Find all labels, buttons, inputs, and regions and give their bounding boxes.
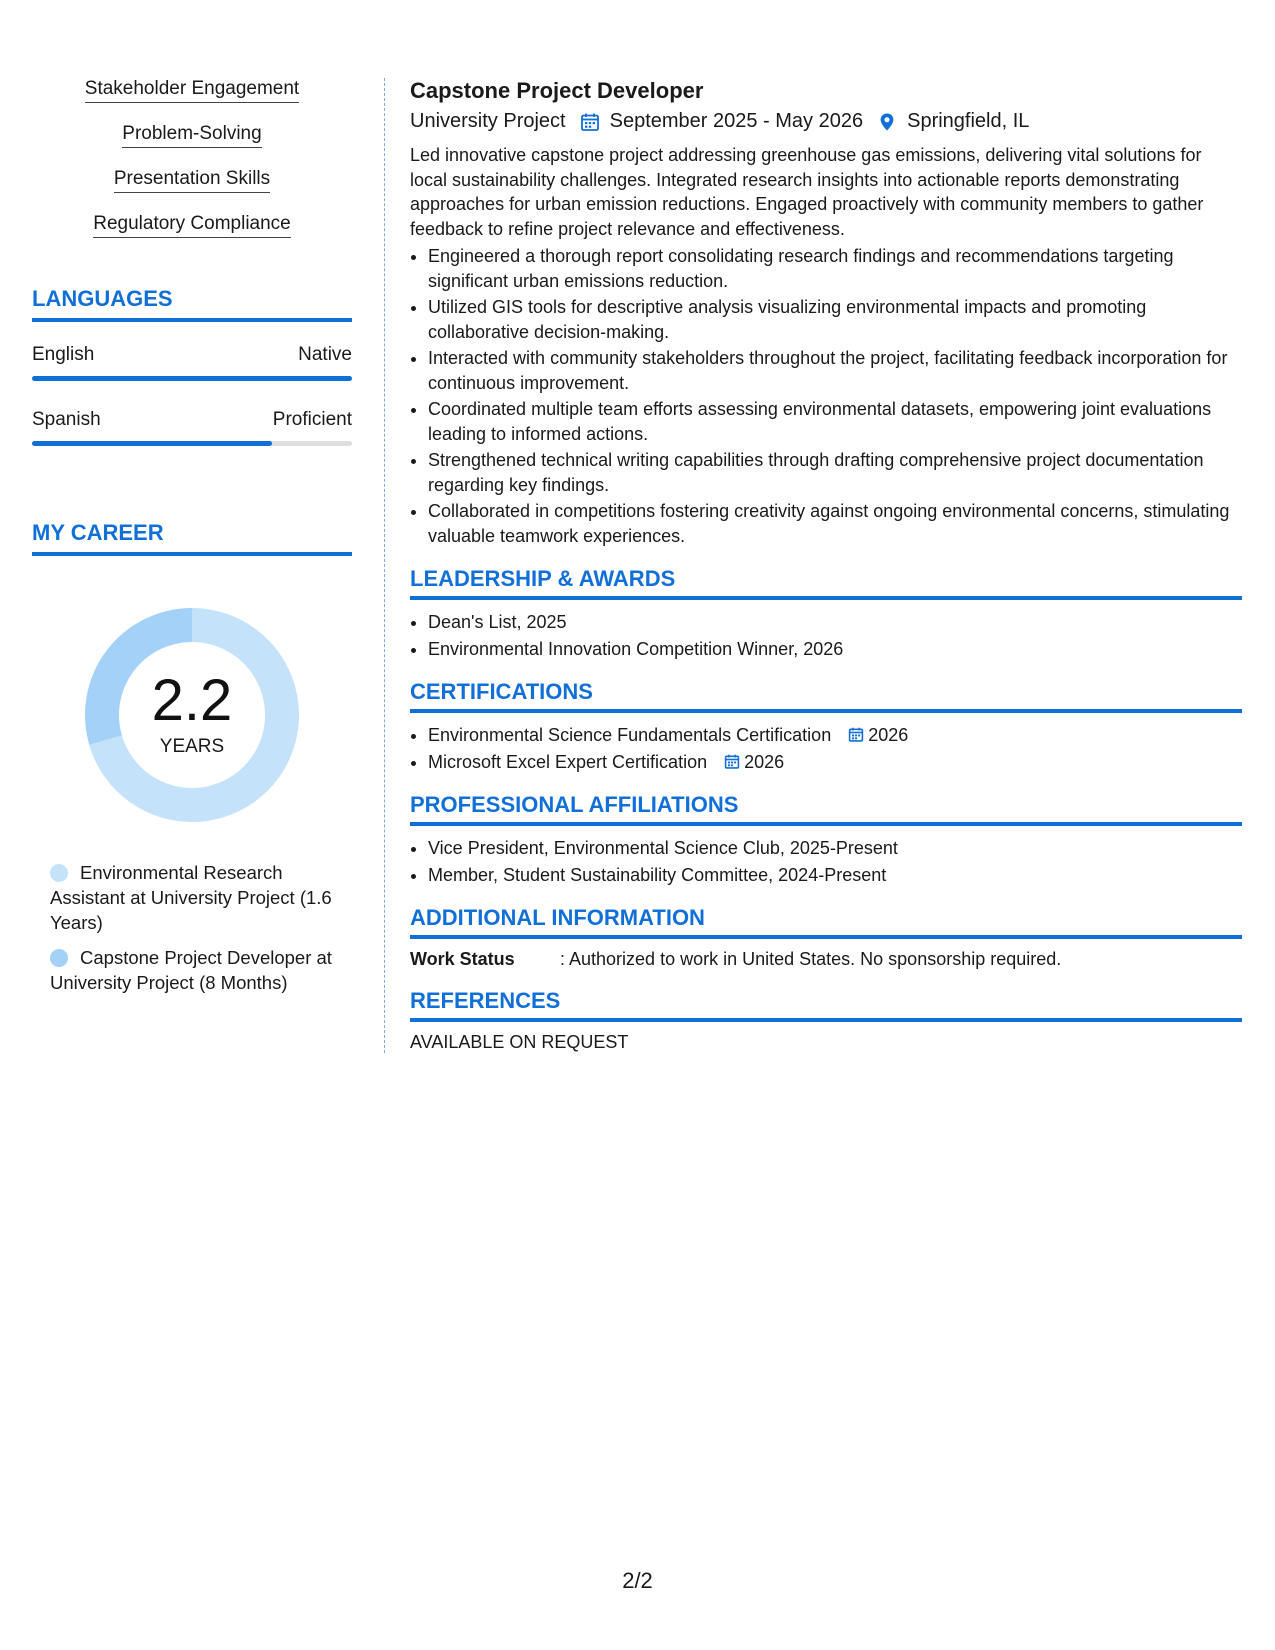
job-location: Springfield, IL	[907, 110, 1030, 132]
list-item: • Vice President, Environmental Science Club, 2025-Present	[428, 836, 1242, 861]
calendar-icon	[724, 752, 740, 769]
legend-item	[50, 860, 352, 935]
career-heading: MY CAREER	[32, 520, 352, 556]
legend-dot	[50, 864, 68, 882]
job-meta	[410, 110, 1242, 133]
list-item: • Member, Student Sustainability Committee, 2024-Present	[428, 863, 1242, 888]
language-level: Native	[298, 344, 352, 365]
list-item: • Utilized GIS tools for descriptive analysis visualizing environmental impacts and promoting collaborative decision-making.	[428, 295, 1242, 344]
language-bar-fill	[32, 441, 272, 446]
list-item: • Interacted with community stakeholders throughout the project, facilitating feedback incorporation for continuous improvement.	[428, 346, 1242, 395]
calendar-icon	[848, 725, 864, 742]
awards-heading: LEADERSHIP & AWARDS	[410, 566, 1242, 600]
additional-info-heading: ADDITIONAL INFORMATION	[410, 905, 1242, 939]
skill-item: Regulatory Compliance	[93, 213, 291, 238]
references-text: AVAILABLE ON REQUEST	[410, 1032, 629, 1052]
legend-item	[50, 945, 352, 995]
work-status-label: Work Status	[410, 949, 515, 969]
language-bar-fill	[32, 376, 352, 381]
language-spanish	[32, 409, 352, 446]
list-item	[428, 723, 1242, 748]
additional-info-section	[410, 905, 1242, 970]
column-divider	[384, 78, 385, 1053]
affiliations-section	[410, 792, 1242, 887]
legend-label: Capstone Project Developer at University Project (8 Months)	[50, 947, 332, 993]
skills-list	[32, 78, 352, 238]
languages-heading: LANGUAGES	[32, 286, 352, 322]
skill-item: Presentation Skills	[114, 168, 270, 193]
career-donut-chart	[77, 600, 307, 830]
certifications-section	[410, 679, 1242, 774]
work-status-row	[410, 949, 1242, 970]
list-item: • Collaborated in competitions fostering creativity against ongoing environmental concerns, stimulating valuable teamwork experiences.	[428, 499, 1242, 548]
list-item	[428, 750, 1242, 775]
references-section	[410, 988, 1242, 1053]
certification-name: Microsoft Excel Expert Certification	[428, 751, 708, 772]
work-status-value: : Authorized to work in United States. No sponsorship required.	[560, 949, 1062, 969]
certification-year: 2026	[744, 751, 785, 772]
language-name: English	[32, 344, 95, 365]
skill-item: Stakeholder Engagement	[85, 78, 299, 103]
company-name: University Project	[410, 110, 566, 132]
list-item: • Engineered a thorough report consolidating research findings and recommendations targeting significant urban emissions reduction.	[428, 244, 1242, 293]
references-heading: REFERENCES	[410, 988, 1242, 1022]
calendar-icon	[580, 112, 600, 132]
career-legend	[32, 860, 352, 995]
list-item: • Dean's List, 2025	[428, 610, 1242, 635]
language-name: Spanish	[32, 409, 101, 430]
language-bar	[32, 376, 352, 381]
location-pin-icon	[877, 112, 897, 132]
job-title: Capstone Project Developer	[410, 78, 704, 103]
career-total-value: 2.2	[151, 668, 233, 733]
job-summary: Led innovative capstone project addressing greenhouse gas emissions, delivering vital solutions for local sustainability challenges. Integrated research insights into actionable reports demonstrating approaches for urban emission reductions. Engaged proactively with community members to gather feedback to refine project relevance and effectiveness.	[410, 145, 1204, 239]
list-item: • Coordinated multiple team efforts assessing environmental datasets, empowering joint evaluations leading to informed actions.	[428, 397, 1242, 446]
job-dates: September 2025 - May 2026	[609, 110, 864, 132]
legend-dot	[50, 949, 68, 967]
language-english	[32, 344, 352, 381]
language-bar	[32, 441, 352, 446]
list-item: • Strengthened technical writing capabilities through drafting comprehensive project documentation regarding key findings.	[428, 448, 1242, 497]
certification-name: Environmental Science Fundamentals Certification	[428, 725, 832, 745]
left-column	[32, 78, 352, 1005]
experience-entry	[410, 78, 1242, 548]
legend-label: Environmental Research Assistant at University Project (1.6 Years)	[50, 862, 332, 933]
affiliations-heading: PROFESSIONAL AFFILIATIONS	[410, 792, 1242, 826]
awards-section	[410, 566, 1242, 661]
certifications-heading: CERTIFICATIONS	[410, 679, 1242, 713]
language-level: Proficient	[272, 409, 352, 430]
career-total-unit: YEARS	[159, 736, 225, 757]
certification-year: 2026	[868, 725, 909, 745]
job-bullets	[410, 244, 1242, 548]
list-item: • Environmental Innovation Competition Winner, 2026	[428, 637, 1242, 662]
right-column	[410, 78, 1242, 1053]
skill-item: Problem-Solving	[122, 123, 261, 148]
page-number: 2/2	[622, 1568, 653, 1593]
